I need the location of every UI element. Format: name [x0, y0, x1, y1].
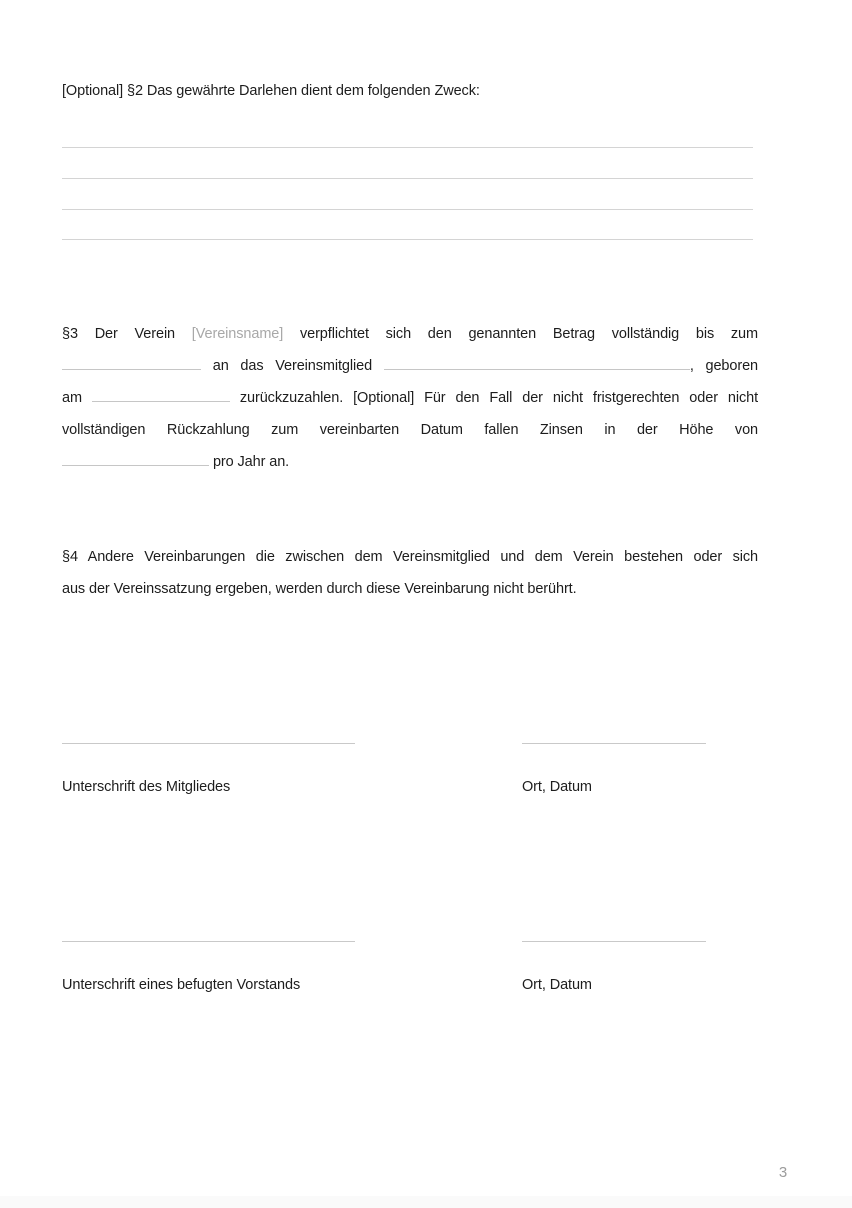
- text-run: verpflichtet sich den genannten Betrag vollständig bis zum: [299, 326, 758, 342]
- signature-line-board-date: [522, 941, 706, 942]
- text-run: vollständigen Rückzahlung zum vereinbarten Datum fallen Zinsen in der Höhe von: [62, 422, 758, 438]
- section3-paragraph: [62, 318, 758, 478]
- paragraph-line: [62, 382, 758, 414]
- page-bottom-edge: [0, 1196, 852, 1208]
- ruled-blank-line: [62, 209, 753, 210]
- paragraph-line: [62, 350, 758, 382]
- paragraph-line: [62, 414, 758, 446]
- signature-label-board-date: Ort, Datum: [522, 977, 592, 993]
- signature-line-board: [62, 941, 355, 942]
- text-run: am: [62, 390, 82, 406]
- signature-label-member-date: Ort, Datum: [522, 779, 592, 795]
- section2-heading: [Optional] §2 Das gewährte Darlehen dient dem folgenden Zweck:: [62, 83, 480, 99]
- text-run: aus der Vereinssatzung ergeben, werden durch diese Vereinbarung nicht berührt.: [62, 581, 577, 597]
- paragraph-line: [62, 573, 758, 605]
- fill-in-blank-member-name: [384, 354, 690, 370]
- text-run: zurückzuzahlen. [Optional] Für den Fall der nicht fristgerechten oder nicht: [239, 390, 758, 406]
- vereinsname-placeholder: [Vereinsname]: [191, 326, 284, 342]
- fill-in-blank-birth-date: [92, 386, 230, 402]
- ruled-blank-line: [62, 178, 753, 179]
- page-number: 3: [778, 1164, 788, 1181]
- signature-line-member: [62, 743, 355, 744]
- ruled-blank-line: [62, 147, 753, 148]
- ruled-blank-line: [62, 239, 753, 240]
- section4-paragraph: [62, 541, 758, 605]
- signature-label-member: Unterschrift des Mitgliedes: [62, 779, 231, 795]
- paragraph-line: [62, 318, 758, 350]
- fill-in-blank-interest-rate: [62, 450, 209, 466]
- text-run: §3 Der Verein: [62, 326, 176, 342]
- text-run: §4 Andere Vereinbarungen die zwischen dem Vereinsmitglied und dem Verein bestehen oder sich: [62, 549, 758, 565]
- fill-in-blank-repayment-date: [62, 354, 201, 370]
- signature-line-member-date: [522, 743, 706, 744]
- text-run: an das Vereinsmitglied: [212, 358, 373, 374]
- text-run: , geboren: [689, 358, 758, 374]
- signature-label-board: Unterschrift eines befugten Vorstands: [62, 977, 301, 993]
- paragraph-line: [62, 541, 758, 573]
- text-run: pro Jahr an.: [212, 454, 290, 470]
- paragraph-line: [62, 446, 758, 478]
